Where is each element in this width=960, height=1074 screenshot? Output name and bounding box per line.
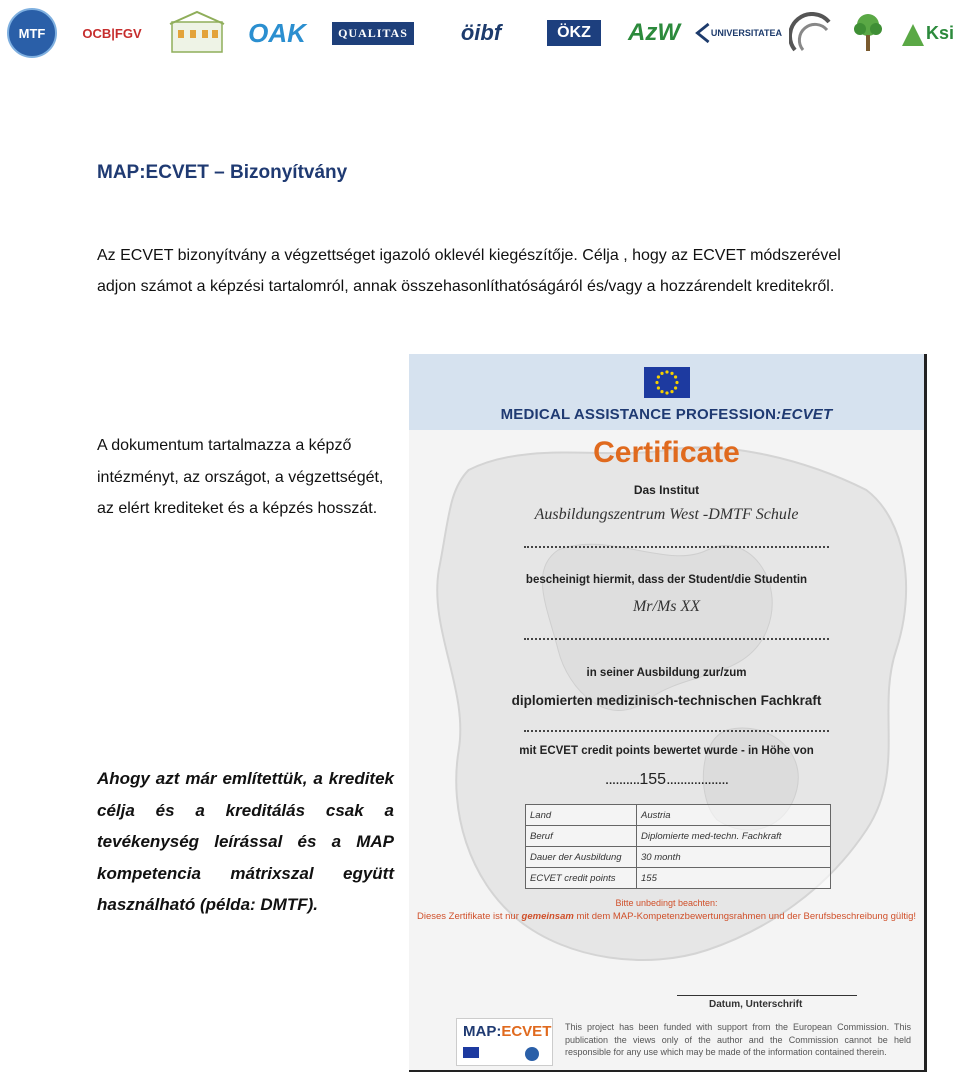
oak-logo-text: OAK — [248, 17, 306, 48]
signature-line — [677, 995, 857, 996]
partner-seal-icon — [525, 1047, 539, 1061]
mountain-icon — [900, 18, 926, 48]
oak-logo — [244, 4, 310, 62]
map-ecvet-logo: MAP:ECVET — [456, 1018, 553, 1066]
funding-disclaimer: This project has been funded with support from the European Commission. This publication the views only of the author and the Commission cannot be held responsible for any use which may be made of the information contained therein. — [565, 1022, 911, 1057]
eu-flag-icon — [644, 367, 690, 398]
ocb-logo-text: OCB|FGV — [82, 25, 142, 41]
note-text-before: Dieses Zertifikate ist nur — [416, 911, 522, 922]
certificate-title: Certificate — [593, 436, 740, 469]
signature-label: Datum, Unterschrift — [709, 999, 803, 1010]
ksi-logo — [896, 4, 958, 62]
table-key: Dauer der Ausbildung — [526, 847, 637, 868]
university-logo-text: UNIVERSITATEA — [710, 28, 782, 38]
mtf-logo — [6, 4, 58, 62]
school-building-icon — [166, 8, 228, 58]
dotted-line — [524, 638, 829, 640]
credits-prefix: .......... — [604, 771, 640, 788]
eu-flag-small-icon — [463, 1047, 479, 1058]
institute-label: Das Institut — [633, 483, 700, 497]
table-key: Land — [526, 805, 637, 826]
certificate-details-table — [525, 804, 831, 889]
qualitas-logo-text: QUALITAS — [332, 22, 414, 45]
note-text-emphasis: gemeinsam — [521, 911, 574, 922]
table-row — [526, 826, 831, 847]
okz-logo-text: ÖKZ — [547, 20, 601, 46]
note-text — [409, 911, 924, 922]
oibf-logo — [438, 4, 524, 62]
mtf-logo-text: MTF — [18, 25, 46, 41]
azw-logo-text: AzW — [628, 19, 680, 46]
university-emblem-icon — [694, 13, 711, 53]
note-text-after: mit dem MAP-Kompetenzbewertungsrahmen und der Berufsbeschreibung gültig! — [573, 911, 916, 922]
table-key: ECVET credit points — [526, 868, 637, 889]
confirmation-text: bescheinigt hiermit, dass der Student/die Studentin — [525, 574, 808, 586]
okz-logo — [534, 4, 614, 62]
qualification-name: diplomierten medizinisch-technischen Fachkraft — [511, 693, 822, 708]
table-row — [526, 847, 831, 868]
table-value: Austria — [637, 805, 831, 826]
ocb-logo — [72, 4, 152, 62]
note-title: Bitte unbedingt beachten: — [615, 898, 718, 908]
table-row — [526, 805, 831, 826]
certificate-heading — [409, 406, 924, 423]
table-value: 30 month — [637, 847, 831, 868]
table-key: Beruf — [526, 826, 637, 847]
table-value: Diplomierte med-techn. Fachkraft — [637, 826, 831, 847]
certificate-heading-main: MEDICAL ASSISTANCE PROFESSION — [500, 406, 777, 423]
institute-name: Ausbildungszentrum West -DMTF Schule — [534, 506, 799, 523]
tree-icon — [849, 11, 887, 55]
table-row — [526, 868, 831, 889]
school-building-logo — [161, 4, 233, 62]
credits-text: mit ECVET credit points bewertet wurde - in Höhe von — [519, 745, 814, 757]
contents-paragraph: A dokumentum tartalmazza a képző intézményt, az országot, a végzettségét, az elért krediteket és a képzés hosszát. — [97, 437, 384, 517]
azw-logo — [624, 4, 684, 62]
ksi-logo-text: Ksi — [925, 22, 954, 43]
arc-emblem-icon — [789, 12, 835, 54]
intro-paragraph: Az ECVET bizonyítvány a végzettséget igazoló oklevél kiegészítője. Célja , hogy az ECVET módszerével adjon számot a képzési tartalomról, annak összehasonlíthatóságáról és/vagy a hozzárendelt kreditekről. — [97, 247, 841, 295]
oibf-logo-text: öibf — [460, 20, 502, 45]
certificate-image — [409, 354, 927, 1072]
training-text: in seiner Ausbildung zur/zum — [586, 667, 747, 679]
page-title: MAP:ECVET – Bizonyítvány — [97, 162, 348, 183]
partner-logos — [6, 4, 956, 62]
arc-logo — [786, 4, 838, 62]
university-logo — [694, 4, 782, 62]
student-name: Mr/Ms XX — [632, 598, 701, 615]
credits-value-line — [409, 771, 924, 789]
table-value: 155 — [637, 868, 831, 889]
tree-logo — [846, 4, 890, 62]
eu-stars-icon — [644, 367, 690, 398]
certificate-heading-suffix: :ECVET — [776, 406, 833, 423]
qualitas-logo — [318, 4, 428, 62]
dotted-line — [524, 730, 829, 732]
ecvet-logo-text: ECVET — [501, 1023, 552, 1040]
credits-value: 155 — [639, 771, 667, 788]
map-logo-text: MAP — [463, 1023, 497, 1040]
dotted-line — [524, 546, 829, 548]
credits-paragraph: Ahogy azt már említettük, a kreditek célja és a kreditálás csak a tevékenység leírással és a MAP kompetencia mátrixszal együtt használható (példa: DMTF). — [97, 769, 394, 914]
credits-suffix: .................. — [666, 771, 729, 788]
